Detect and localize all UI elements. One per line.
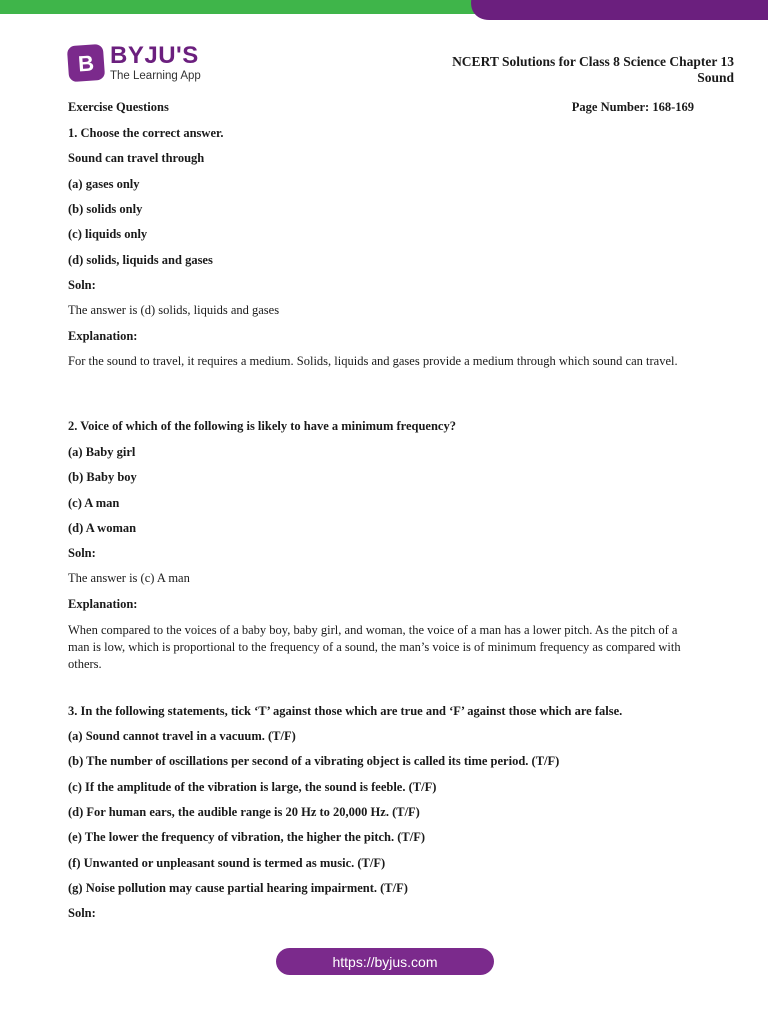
footer-url-button[interactable]	[276, 948, 494, 975]
section-label: Exercise Questions	[68, 100, 169, 114]
q2-option-a: (a) Baby girl	[68, 445, 136, 459]
q1-explanation-label: Explanation:	[68, 329, 138, 343]
q3-statement-g: (g) Noise pollution may cause partial hearing impairment. (T/F)	[68, 881, 408, 895]
top-accent-purple	[463, 0, 768, 20]
q3-statement-c: (c) If the amplitude of the vibration is large, the sound is feeble. (T/F)	[68, 780, 437, 794]
q2-answer: The answer is (c) A man	[68, 571, 190, 585]
q3-statement-d: (d) For human ears, the audible range is 20 Hz to 20,000 Hz. (T/F)	[68, 805, 420, 819]
byjus-logo-badge	[67, 44, 105, 82]
q1-option-d: (d) solids, liquids and gases	[68, 253, 213, 267]
q1-question: 1. Choose the correct answer.	[68, 126, 224, 140]
document-title-line2: Sound	[697, 70, 734, 85]
q1-explanation: For the sound to travel, it requires a medium. Solids, liquids and gases provide a medium through which sound can travel.	[68, 354, 678, 368]
q2-option-c: (c) A man	[68, 496, 120, 510]
q2-question: 2. Voice of which of the following is likely to have a minimum frequency?	[68, 419, 456, 433]
q1-answer: The answer is (d) solids, liquids and gases	[68, 303, 280, 317]
footer-url[interactable]: https://byjus.com	[332, 953, 438, 970]
logo-letter: B	[77, 50, 95, 77]
q3-statement-a: (a) Sound cannot travel in a vacuum. (T/F)	[68, 729, 296, 743]
q1-option-c: (c) liquids only	[68, 227, 148, 241]
q2-explanation-label: Explanation:	[68, 597, 138, 611]
q2-explanation: When compared to the voices of a baby boy, baby girl, and woman, the voice of a man has a lower pitch. As the pitch of a man is low, which is proportional to the frequency of a sound, the man’s voice is of minimum frequency as compared with others.	[68, 623, 681, 671]
brand-name: BYJU'S	[110, 42, 199, 69]
page-number: Page Number: 168-169	[571, 100, 694, 114]
q1-option-b: (b) solids only	[68, 202, 143, 216]
logo-text	[110, 44, 201, 83]
top-accent-bar	[0, 0, 768, 20]
document-title	[452, 54, 734, 86]
byjus-logo	[68, 44, 201, 83]
q3-soln-label: Soln:	[68, 906, 96, 920]
q3-statement-f: (f) Unwanted or unpleasant sound is termed as music. (T/F)	[68, 856, 386, 870]
q1-stem: Sound can travel through	[68, 151, 205, 165]
q3-statement-b: (b) The number of oscillations per second of a vibrating object is called its time period. (T/F)	[68, 754, 560, 768]
q2-option-d: (d) A woman	[68, 521, 137, 535]
q2-soln-label: Soln:	[68, 546, 96, 560]
q1-option-a: (a) gases only	[68, 177, 140, 191]
section-heading-row	[68, 100, 702, 115]
q2-option-b: (b) Baby boy	[68, 470, 137, 484]
document-title-line1: NCERT Solutions for Class 8 Science Chapter 13	[452, 54, 734, 69]
q3-question: 3. In the following statements, tick ‘T’ against those which are true and ‘F’ against those which are false.	[68, 704, 623, 718]
byjus-logo-mark	[67, 44, 105, 82]
brand-tagline: The Learning App	[110, 70, 201, 82]
q3-statement-e: (e) The lower the frequency of vibration, the higher the pitch. (T/F)	[68, 830, 426, 844]
q1-soln-label: Soln:	[68, 278, 96, 292]
